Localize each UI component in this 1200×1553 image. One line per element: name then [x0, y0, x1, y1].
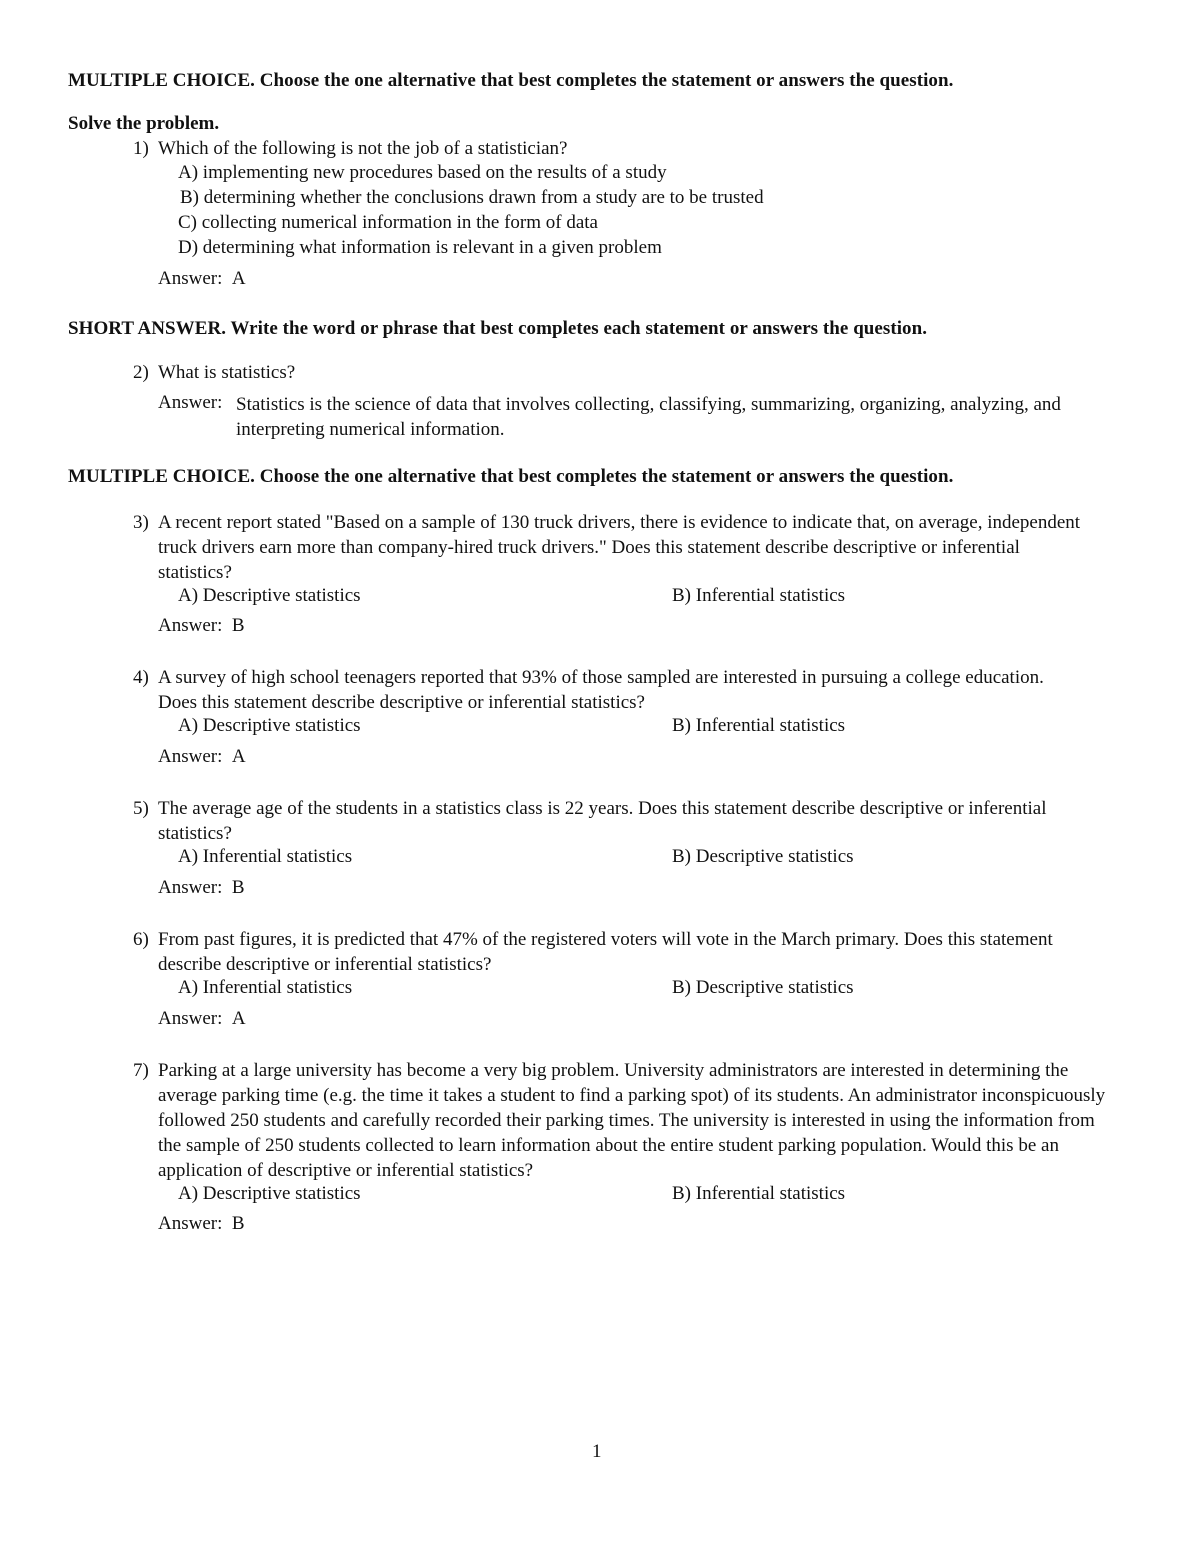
q4-option-a: A) Descriptive statistics: [178, 715, 361, 736]
q2-answer-text: Statistics is the science of data that involves collecting, classifying, summarizing, organizing, analyzing, and interpreting numerical information.: [236, 394, 1061, 440]
q6-answer: [158, 1008, 246, 1030]
answer-value: A: [231, 1008, 246, 1029]
question-number: 2): [133, 362, 149, 383]
q4-answer: [158, 746, 246, 768]
question-stem: A recent report stated "Based on a sample of 130 truck drivers, there is evidence to indicate that, on average, independent truck drivers earn more than company-hired truck drivers." Does this statement describe descriptive or inferential statistics?: [158, 512, 1081, 583]
q1-option-a: A) implementing new procedures based on the results of a study: [178, 162, 667, 183]
q4-option-b: B) Inferential statistics: [672, 715, 846, 736]
q7-option-a: A) Descriptive statistics: [178, 1183, 361, 1204]
answer-label: Answer:: [158, 1213, 223, 1234]
answer-label: Answer:: [158, 746, 223, 767]
answer-label: Answer:: [158, 1008, 223, 1029]
question-stem: Which of the following is not the job of a statistician?: [158, 138, 568, 159]
question-number: 7): [133, 1060, 149, 1081]
question-5: [133, 796, 1113, 846]
question-6: [133, 927, 1113, 977]
question-number: 3): [133, 512, 149, 533]
page-number: 1: [592, 1441, 602, 1462]
q2-answer-label: Answer:: [158, 392, 223, 413]
answer-label: Answer:: [158, 877, 223, 898]
question-stem: The average age of the students in a statistics class is 22 years. Does this statement describe descriptive or inferential statistics?: [158, 798, 1047, 844]
question-number: 6): [133, 929, 149, 950]
q6-option-b: B) Descriptive statistics: [672, 977, 854, 998]
question-4: [133, 665, 1113, 715]
question-1: [133, 136, 1113, 161]
section-subheader-solve: Solve the problem.: [68, 113, 220, 134]
answer-value: B: [231, 1213, 245, 1234]
q7-option-b: B) Inferential statistics: [672, 1183, 846, 1204]
answer-value: A: [231, 268, 246, 289]
q3-option-a: A) Descriptive statistics: [178, 585, 361, 606]
q3-option-b: B) Inferential statistics: [672, 585, 846, 606]
q5-option-b: B) Descriptive statistics: [672, 846, 854, 867]
question-number: 1): [133, 138, 149, 159]
q1-option-b: B) determining whether the conclusions drawn from a study are to be trusted: [180, 187, 764, 208]
q1-option-c: C) collecting numerical information in the form of data: [178, 212, 598, 233]
answer-value: B: [231, 877, 245, 898]
q1-option-d: D) determining what information is relevant in a given problem: [178, 237, 662, 258]
section-header-multiple-choice: MULTIPLE CHOICE. Choose the one alternative that best completes the statement or answers the question.: [68, 70, 954, 91]
q5-answer: [158, 877, 245, 899]
question-number: 5): [133, 798, 149, 819]
answer-label: Answer:: [158, 268, 223, 289]
question-stem: What is statistics?: [158, 362, 296, 383]
q1-answer: [158, 268, 246, 290]
question-stem: Parking at a large university has become a very big problem. University administrators are interested in determining the average parking time (e.g. the time it takes a student to find a parking spot) of its students. An administrator inconspicuously followed 250 students and carefully recorded their parking times. The university is interested in using the information from the sample of 250 students collected to learn information about the entire student parking population. Would this be an application of descriptive or inferential statistics?: [158, 1060, 1106, 1181]
answer-label: Answer:: [158, 615, 223, 636]
section-header-short-answer: SHORT ANSWER. Write the word or phrase that best completes each statement or answers the question.: [68, 318, 928, 339]
question-stem: A survey of high school teenagers reported that 93% of those sampled are interested in pursuing a college education. Does this statement describe descriptive or inferential statistics?: [158, 667, 1044, 713]
q5-option-a: A) Inferential statistics: [178, 846, 353, 867]
question-3: [133, 510, 1113, 585]
q7-answer: [158, 1213, 245, 1235]
question-number: 4): [133, 667, 149, 688]
q3-answer: [158, 615, 245, 637]
question-stem: From past figures, it is predicted that 47% of the registered voters will vote in the March primary. Does this statement describe descriptive or inferential statistics?: [158, 929, 1053, 975]
question-7: [133, 1058, 1113, 1183]
q6-option-a: A) Inferential statistics: [178, 977, 353, 998]
question-2: [133, 360, 1113, 385]
section-header-multiple-choice-2: MULTIPLE CHOICE. Choose the one alternative that best completes the statement or answers the question.: [68, 466, 954, 487]
answer-value: A: [231, 746, 246, 767]
answer-value: B: [231, 615, 245, 636]
